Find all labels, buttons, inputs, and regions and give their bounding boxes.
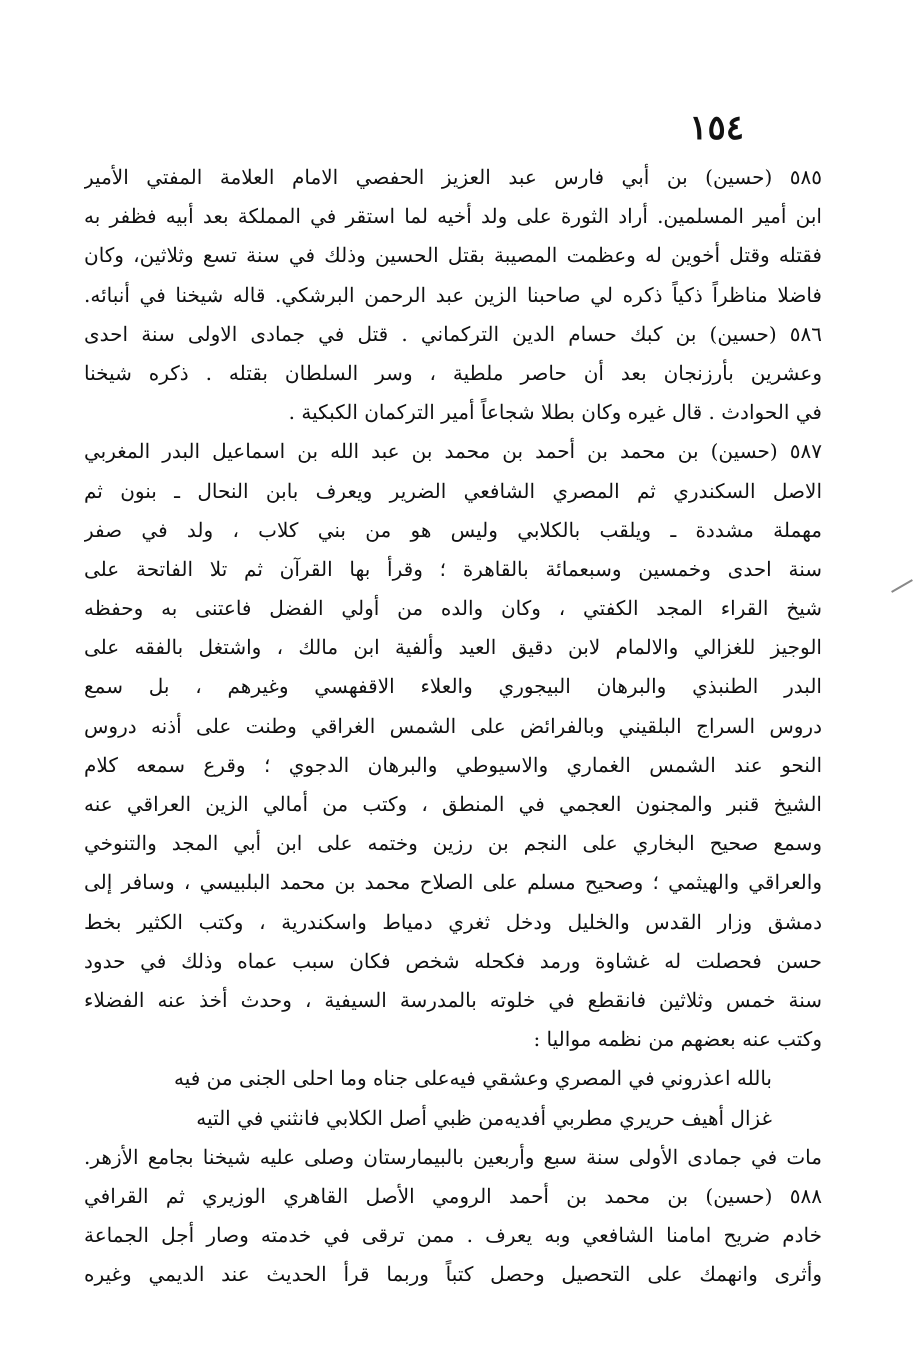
verse-line xyxy=(84,1099,822,1138)
text-line: ٥٨٦ (حسين) بن كبك حسام الدين التركماني . قتل في جمادى الاولى سنة احدى xyxy=(84,321,822,346)
text-line: الاصل السكندري ثم المصري الشافعي الضرير ويعرف بابن النحال ـ بنون ثم xyxy=(84,478,822,503)
text-line: دروس السراج البلقيني وبالفرائض على الشمس الغراقي وطنت على أذنه دروس xyxy=(84,713,822,738)
body-text xyxy=(84,158,822,1294)
verse-hemistich: على جناه وما احلى الجنى من فيه xyxy=(174,1066,450,1091)
text-line: حسن فحصلت له غشاوة ورمد فكحله شخص فكان سبب عماه وذلك في حدود xyxy=(84,948,822,973)
text-line: وعشرين بأرزنجان بعد أن حاصر ملطية ، وسر السلطان بقتله . ذكره شيخنا xyxy=(84,360,822,385)
text-line: ٥٨٧ (حسين) بن محمد بن أحمد بن محمد بن عبد الله بن اسماعيل البدر المغربي xyxy=(84,439,822,464)
verse-hemistich: من ظبي أصل الكلابي فانثني في التيه xyxy=(196,1105,505,1130)
text-line: مهملة مشددة ـ ويلقب بالكلابي وليس هو من بني كلاب ، ولد في صفر xyxy=(84,517,822,542)
text-line: وسمع صحيح البخاري على النجم بن رزين وختمه على ابن أبي المجد والتنوخي xyxy=(84,831,822,856)
text-line: النحو عند الشمس الغماري والاسيوطي والبرهان الدجوي ؛ وقرع سمعه كلام xyxy=(84,752,822,777)
verse-hemistich: بالله اعذروني في المصري وعشقي فيه xyxy=(449,1066,772,1091)
text-line: وأثرى وانهمك على التحصيل وحصل كتباً وربما قرأ الحديث عند الديمي وغيره xyxy=(84,1262,822,1287)
text-line: الوجيز للغزالي والالمام لابن دقيق العيد وألفية ابن مالك ، واشتغل بالفقه على xyxy=(84,635,822,660)
text-line: وكتب عنه بعضهم من نظمه مواليا : xyxy=(533,1027,822,1052)
text-line: ابن أمير المسلمين. أراد الثورة على ولد أخيه لما استقر في المملكة بعد أبيه فظفر به xyxy=(84,204,822,229)
text-line: ٥٨٥ (حسين) بن أبي فارس عبد العزيز الحفصي الامام العلامة المفتي الأمير xyxy=(84,165,822,189)
text-line: البدر الطنبذي والبرهان البيجوري والعلاء الاقفهسي وغيرهم ، بل سمع xyxy=(84,674,822,699)
text-line: دمشق وزار القدس والخليل ودخل ثغري دمياط واسكندرية ، وكتب الكثير بخط xyxy=(84,909,822,934)
text-line: شيخ القراء المجد الكفتي ، وكان والده من أولي الفضل فاعتنى به وحفظه xyxy=(84,596,822,621)
margin-pencil-mark xyxy=(891,579,913,593)
text-line: الشيخ قنبر والمجنون العجمي في المنطق ، وكتب من أمالي الزين العراقي عنه xyxy=(84,792,822,816)
text-line: مات في جمادى الأولى سنة سبع وأربعين بالبيمارستان وصلى عليه شيخنا بجامع الأزهر. xyxy=(84,1144,822,1169)
text-line: في الحوادث . قال غيره وكان بطلا شجاعاً أمير التركمان الكبكية . xyxy=(288,400,822,425)
verse-line xyxy=(84,1059,822,1098)
text-line: خادم ضريح امامنا الشافعي وبه يعرف . ممن ترقى في خدمته وصار أجل الجماعة xyxy=(84,1223,822,1248)
text-line: سنة خمس وثلاثين فانقطع في خلوته بالمدرسة السيفية ، وحدث أخذ عنه الفضلاء xyxy=(84,987,822,1012)
verse-hemistich: غزال أهيف حريري مطربي أفديه xyxy=(504,1105,772,1130)
text-line: سنة احدى وخمسين وسبعمائة بالقاهرة ؛ وقرأ بها القرآن ثم تلا الفاتحة على xyxy=(84,556,822,581)
text-line: فاضلا مناظراً ذكياً ذكره لي صاحبنا الزين عبد الرحمن البرشكي. قاله شيخنا في أنبائه. xyxy=(84,282,822,307)
text-line: والعراقي والهيثمي ؛ وصحيح مسلم على الصلاح محمد بن محمد البلبيسي ، وسافر إلى xyxy=(84,870,822,895)
text-line: فقتله وقتل أخوين له وعظمت المصيبة بقتل الحسين وذلك في سنة تسع وثلاثين، وكان xyxy=(84,243,822,268)
text-line: ٥٨٨ (حسين) بن محمد بن أحمد الرومي الأصل القاهري الوزيري ثم القرافي xyxy=(84,1183,822,1208)
page-number: ١٥٤ xyxy=(689,108,744,148)
